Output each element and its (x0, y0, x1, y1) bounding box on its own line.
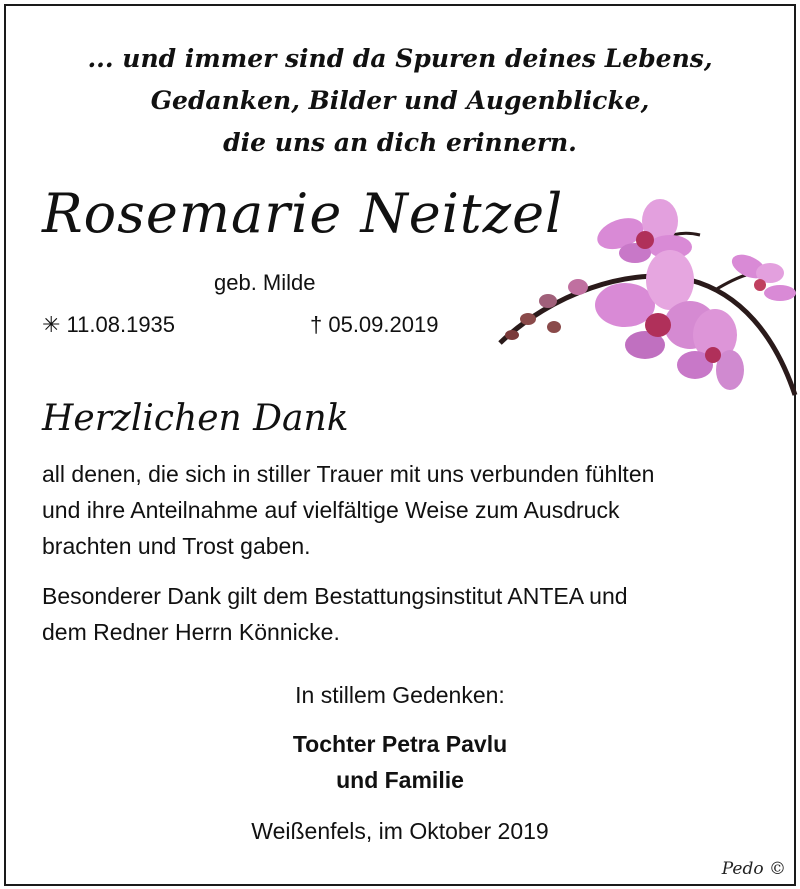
paragraph-line: brachten und Trost gaben. (42, 533, 311, 559)
maiden-name: geb. Milde (214, 270, 316, 295)
paragraph-line: und ihre Anteilnahme auf vielfältige Weise zum Ausdruck (42, 497, 620, 523)
quote-line-1: ... und immer sind da Spuren deines Lebens, (87, 44, 713, 73)
remembrance-line: In stillem Gedenken: (295, 682, 505, 708)
thanks-paragraph-1 (42, 456, 762, 564)
image-credit: Pedo © (721, 859, 786, 879)
paragraph-line: all denen, die sich in stiller Trauer mit uns verbunden fühlten (42, 461, 655, 487)
deceased-name: Rosemarie Neitzel (42, 182, 564, 245)
signer-family: und Familie (336, 767, 464, 793)
memorial-quote (0, 38, 800, 164)
signer-name: Tochter Petra Pavlu (292, 731, 508, 757)
quote-line-2: Gedanken, Bilder und Augenblicke, (150, 86, 650, 115)
paragraph-line: Besonderer Dank gilt dem Bestattungsinstitut ANTEA und (42, 583, 628, 609)
place-date: Weißenfels, im Oktober 2019 (251, 818, 549, 844)
signers (0, 726, 800, 798)
thanks-paragraph-2 (42, 578, 762, 650)
orchid-illustration (490, 195, 800, 405)
thanks-heading: Herzlichen Dank (42, 398, 349, 439)
death-date: † 05.09.2019 (310, 312, 439, 337)
quote-line-3: die uns an dich erinnern. (223, 128, 577, 157)
birth-date: ✳ 11.08.1935 (42, 312, 176, 337)
paragraph-line: dem Redner Herrn Könnicke. (42, 619, 340, 645)
